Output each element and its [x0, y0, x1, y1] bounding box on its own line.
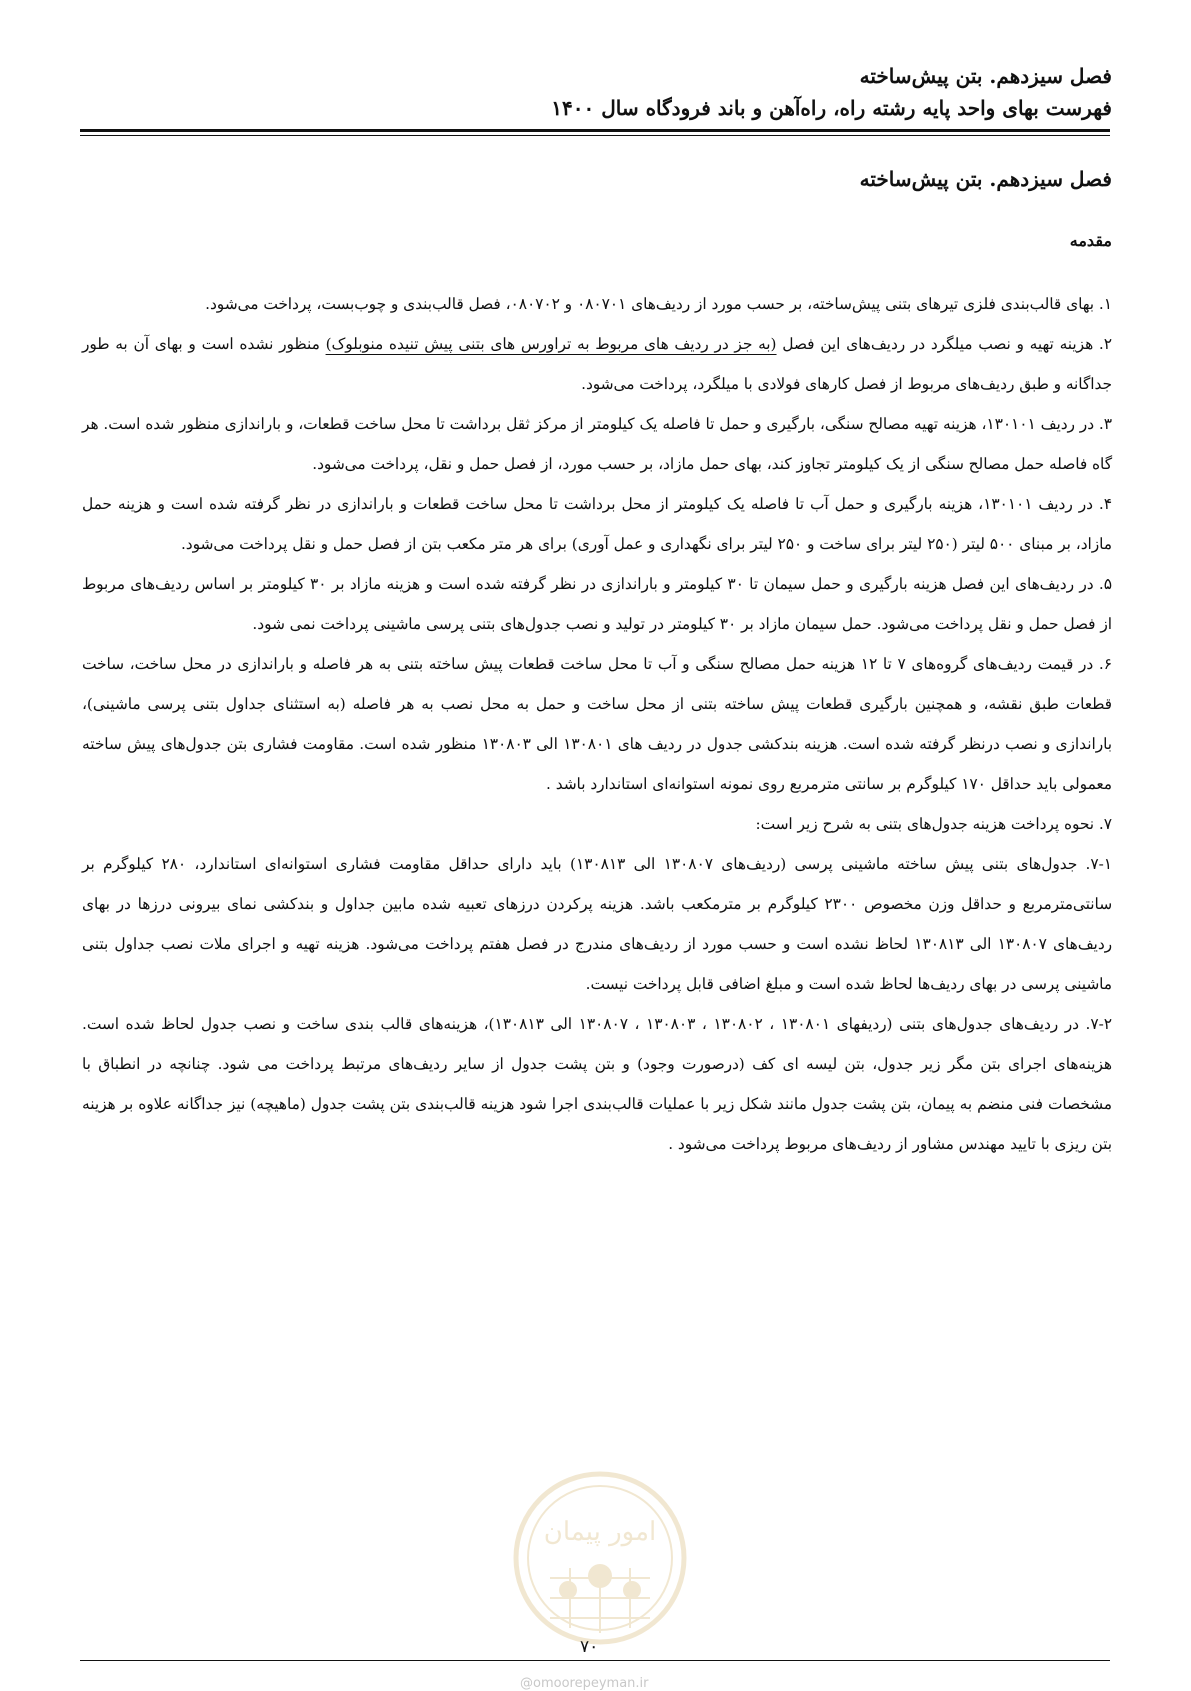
header-price-list: فهرست بهای واحد پایه رشته راه، راه‌آهن و باند فرودگاه سال ۱۴۰۰: [551, 96, 1112, 120]
paragraph-4: ۴. در ردیف ۱۳۰۱۰۱، هزینه بارگیری و حمل آب تا فاصله یک کیلومتر از محل برداشت تا محل ساخت قطعات و باراندازی در نظر گرفته شده است و هزینه حمل مازاد، بر مبنای ۵۰۰ لیتر (۲۵۰ لیتر برای ساخت و ۲۵۰ لیتر برای نگهداری و عمل آوری) برای هر متر مکعب بتن از فصل حمل و نقل پرداخت می‌شود.: [82, 495, 1112, 553]
paragraph-7-2: ۷-۲. در ردیف‌های جدول‌های بتنی (ردیفهای ۱۳۰۸۰۱ ، ۱۳۰۸۰۲ ، ۱۳۰۸۰۳ ، ۱۳۰۸۰۷ الی ۱۳۰۸۱۳)، هزینه‌های قالب بندی ساخت و نصب جدول لحاظ شده است. هزینه‌های اجرای بتن مگر زیر جدول، بتن لیسه ای کف (درصورت وجود) و بتن پشت جدول از سایر ردیف‌های مرتبط پرداخت می شود. چنانچه در انطباق با مشخصات فنی منضم به پیمان، بتن پشت جدول مانند شکل زیر با عملیات قالب‌بندی اجرا شود هزینه قالب‌بندی بتن پشت جدول (ماهیچه) نیز جداگانه علاوه بر هزینه بتن ریزی با تایید مهندس مشاور از ردیف‌های مربوط پرداخت می‌شود .: [82, 1015, 1112, 1153]
paragraph-5: ۵. در ردیف‌های این فصل هزینه بارگیری و حمل سیمان تا ۳۰ کیلومتر و باراندازی در نظر گرفته شده است و هزینه مازاد بر ۳۰ کیلومتر بر اساس ردیف‌های مربوط از فصل حمل و نقل پرداخت می‌شود. حمل سیمان مازاد بر ۳۰ کیلومتر در تولید و نصب جدول‌های بتنی پرسی ماشینی پرداخت نمی شود.: [82, 575, 1112, 633]
page-header: [82, 60, 1112, 124]
paragraph-1: ۱. بهای قالب‌بندی فلزی تیرهای بتنی پیش‌ساخته، بر حسب مورد از ردیف‌های ۰۸۰۷۰۱ و ۰۸۰۷۰۲، فصل قالب‌بندی و چوب‌بست، پرداخت می‌شود.: [205, 295, 1112, 313]
paragraph-2-end: منظور نشده است و بهای آن به طور جداگانه و طبق ردیف‌های مربوط از فصل کارهای فولادی با میلگرد، پرداخت می‌شود.: [82, 335, 1112, 393]
footer-credit: @omoorepeyman.ir: [520, 1676, 649, 1691]
header-chapter: فصل سیزدهم. بتن پیش‌ساخته: [859, 64, 1112, 88]
paragraph-2: [82, 324, 1112, 404]
header-divider-thick: [80, 129, 1110, 132]
paragraph-2-start: ۲. هزینه تهیه و نصب میلگرد در ردیف‌های این فصل: [776, 335, 1112, 353]
paragraph-2-underlined: (به جز در ردیف های مربوط به تراورس های بتنی پیش تنیده منوبلوک): [325, 335, 777, 353]
paragraph-3: ۳. در ردیف ۱۳۰۱۰۱، هزینه تهیه مصالح سنگی، بارگیری و حمل تا فاصله یک کیلومتر از مرکز ثقل برداشت تا محل ساخت قطعات، و باراندازی منظور شده است. هر گاه فاصله حمل مصالح سنگی از یک کیلومتر تجاوز کند، بهای حمل مازاد، بر حسب مورد، از فصل حمل و نقل، پرداخت می‌شود.: [82, 415, 1112, 473]
watermark-logo-icon: [510, 1468, 690, 1648]
paragraph-7: ۷. نحوه پرداخت هزینه جدول‌های بتنی به شرح زیر است:: [755, 815, 1112, 833]
paragraph-7-1: ۷-۱. جدول‌های بتنی پیش ساخته ماشینی پرسی (ردیف‌های ۱۳۰۸۰۷ الی ۱۳۰۸۱۳) باید دارای حداقل مقاومت فشاری استوانه‌ای استاندارد، ۲۸۰ کیلوگرم بر سانتی‌مترمربع و حداقل وزن مخصوص ۲۳۰۰ کیلوگرم بر مترمکعب باشد. هزینه پرکردن درزهای تعبیه شده مابین جداول و بندکشی نمای بیرونی درزها در بهای ردیف‌های ۱۳۰۸۰۷ الی ۱۳۰۸۱۳ لحاظ نشده است و حسب مورد از ردیف‌های مندرج در فصل هفتم پرداخت می‌شود. هزینه تهیه و اجرای ملات نصب جداول بتنی ماشینی پرسی در بهای ردیف‌ها لحاظ شده است و مبلغ اضافی قابل پرداخت نیست.: [82, 855, 1113, 993]
footer-divider: [80, 1660, 1110, 1661]
watermark-text: امور پیمان: [543, 1517, 657, 1547]
paragraph-6: ۶. در قیمت ردیف‌های گروه‌های ۷ تا ۱۲ هزینه حمل مصالح سنگی و آب تا محل ساخت قطعات پیش ساخته بتنی به هر فاصله و باراندازی در محل ساخت، ساخت قطعات طبق نقشه، و همچنین بارگیری قطعات پیش ساخته بتنی از محل ساخت و حمل به محل نصب به هر فاصله (به استثنای جداول بتنی پرسی ماشینی)، باراندازی و نصب درنظر گرفته شده است. هزینه بندکشی جدول در ردیف های ۱۳۰۸۰۱ الی ۱۳۰۸۰۳ منظور شده است. مقاومت فشاری بتن جدول‌های پیش ساخته معمولی باید حداقل ۱۷۰ کیلوگرم بر سانتی مترمربع روی نمونه استوانه‌ای استاندارد باشد .: [82, 655, 1113, 793]
body-text: [82, 284, 1112, 1164]
page-number: ۷۰: [580, 1637, 599, 1657]
chapter-title: فصل سیزدهم. بتن پیش‌ساخته: [859, 167, 1112, 191]
intro-heading: مقدمه: [1069, 231, 1112, 250]
header-divider-thin: [80, 135, 1110, 136]
